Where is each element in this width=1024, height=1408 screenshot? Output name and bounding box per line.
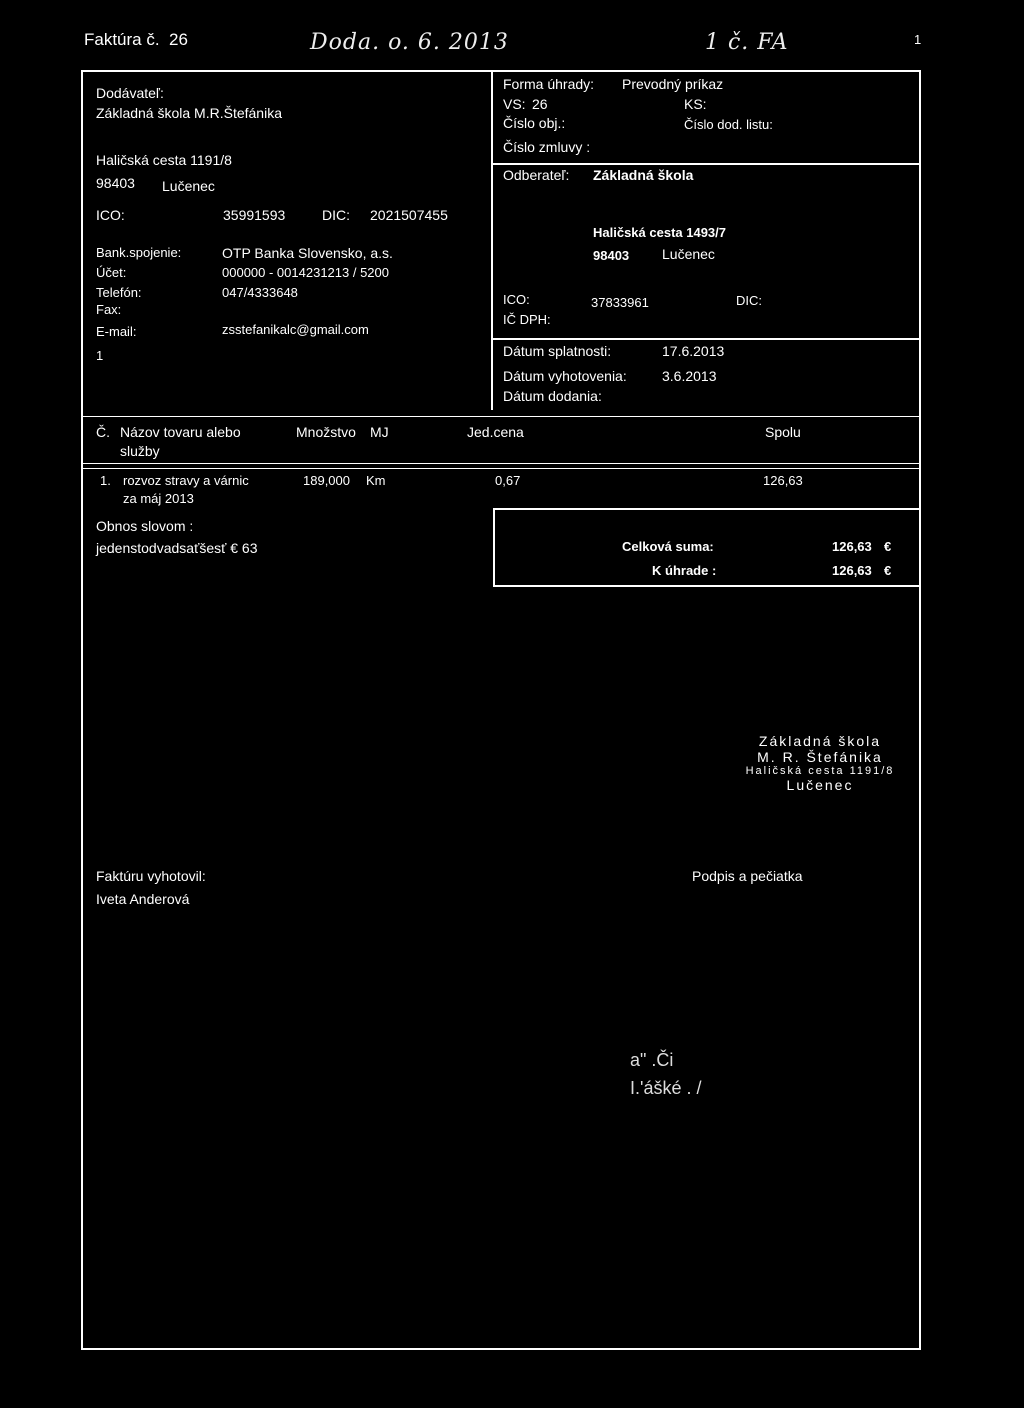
- table-header-border-2: [81, 468, 921, 469]
- issued-by-name: Iveta Anderová: [96, 891, 190, 907]
- row-name: rozvoz stravy a várnic: [123, 473, 249, 488]
- ks-label: KS:: [684, 96, 707, 112]
- col-name-2: služby: [120, 443, 160, 459]
- email-label: E-mail:: [96, 324, 137, 339]
- customer-ico-label: ICO:: [503, 292, 530, 307]
- page-number: 1: [914, 32, 922, 47]
- total-currency: €: [884, 539, 892, 554]
- stamp-line-4: Lučenec: [786, 777, 854, 793]
- in-words-value: jedenstodvadsaťšesť € 63: [96, 540, 258, 556]
- handwritten-note: Doda. o. 6. 2013: [310, 30, 509, 55]
- row-total: 126,63: [763, 473, 803, 488]
- signature-scrawl-1: a" .Či: [630, 1050, 674, 1070]
- bank-label: Bank.spojenie:: [96, 245, 182, 260]
- col-unit: MJ: [370, 424, 389, 440]
- amount-due-currency: €: [884, 563, 892, 578]
- in-words-label: Obnos slovom :: [96, 518, 194, 534]
- total-value: 126,63: [832, 539, 872, 554]
- issued-by-label: Faktúru vyhotovil:: [96, 868, 206, 884]
- supplier-ico-label: ICO:: [96, 207, 125, 223]
- col-qty: Množstvo: [296, 424, 356, 440]
- customer-zip: 98403: [593, 248, 630, 263]
- handwritten-code: 1 č. FA: [705, 30, 789, 55]
- customer-label: Odberateľ:: [503, 167, 570, 183]
- bank-name: OTP Banka Slovensko, a.s.: [222, 245, 393, 261]
- customer-ico: 37833961: [591, 295, 649, 310]
- payment-method: Prevodný príkaz: [622, 76, 724, 92]
- signature-scrawl-2: I.'ášké . /: [630, 1078, 702, 1098]
- stamp-line-1: Základná škola: [758, 733, 882, 749]
- phone-number: 047/4333648: [222, 285, 298, 300]
- col-total: Spolu: [765, 424, 801, 440]
- total-label: Celková suma:: [622, 539, 714, 554]
- payment-method-label: Forma úhrady:: [503, 76, 595, 92]
- col-unit-price: Jed.cena: [467, 424, 524, 440]
- row-unit: Km: [366, 473, 386, 488]
- signature-label: Podpis a pečiatka: [692, 868, 803, 884]
- phone-label: Telefón:: [96, 285, 142, 300]
- fax-label: Fax:: [96, 302, 122, 317]
- due-date: 17.6.2013: [662, 343, 725, 359]
- school-stamp: [740, 733, 900, 793]
- due-date-label: Dátum splatnosti:: [503, 343, 612, 359]
- amount-due-label: K úhrade :: [652, 563, 717, 578]
- order-label: Číslo obj.:: [503, 115, 566, 131]
- vs-label: VS:: [503, 96, 526, 112]
- account-number: 000000 - 0014231213 / 5200: [222, 265, 389, 280]
- divider-payment: [491, 163, 921, 165]
- invoice-title: Faktúra č. 26: [84, 30, 188, 49]
- customer-name: Základná škola: [593, 167, 694, 183]
- vs-value: 26: [532, 96, 548, 112]
- supplier-dic: 2021507455: [370, 207, 448, 223]
- row-no: 1.: [100, 473, 111, 488]
- divider-dates: [491, 338, 921, 340]
- email-address[interactable]: zsstefanikalc@gmail.com: [222, 322, 369, 337]
- customer-city: Lučenec: [662, 246, 715, 262]
- col-name: Názov tovaru alebo: [120, 424, 241, 440]
- supplier-name: Základná škola M.R.Štefánika: [96, 105, 282, 121]
- col-no: Č.: [96, 424, 110, 440]
- customer-ic-dph-label: IČ DPH:: [503, 312, 551, 327]
- account-label: Účet:: [96, 265, 127, 280]
- supplier-extra-number: 1: [96, 348, 104, 363]
- invoice-number: 26: [169, 30, 188, 49]
- delivery-note-label: Číslo dod. listu:: [684, 117, 773, 132]
- stamp-line-3: Haličská cesta 1191/8: [745, 765, 895, 777]
- contract-label: Číslo zmluvy :: [503, 139, 591, 155]
- row-name-2: za máj 2013: [123, 491, 194, 506]
- customer-dic-label: DIC:: [736, 293, 762, 308]
- table-top-border: [81, 416, 921, 417]
- supplier-label: Dodávateľ:: [96, 85, 164, 101]
- issue-date: 3.6.2013: [662, 368, 717, 384]
- table-header-border: [81, 463, 921, 464]
- supplier-city: Lučenec: [162, 178, 215, 194]
- supplier-zip: 98403: [96, 175, 135, 191]
- row-unit-price: 0,67: [495, 473, 521, 488]
- invoice-frame: [81, 70, 921, 1350]
- customer-street: Haličská cesta 1493/7: [593, 225, 726, 240]
- supplier-street: Haličská cesta 1191/8: [96, 152, 232, 168]
- row-qty: 189,000: [303, 473, 350, 488]
- supplier-ico: 35991593: [223, 207, 286, 223]
- issue-date-label: Dátum vyhotovenia:: [503, 368, 627, 384]
- divider-vertical: [491, 70, 493, 410]
- supplier-dic-label: DIC:: [322, 207, 350, 223]
- stamp-line-2: M. R. Štefánika: [757, 749, 883, 765]
- amount-due-value: 126,63: [832, 563, 872, 578]
- delivery-date-label: Dátum dodania:: [503, 388, 602, 404]
